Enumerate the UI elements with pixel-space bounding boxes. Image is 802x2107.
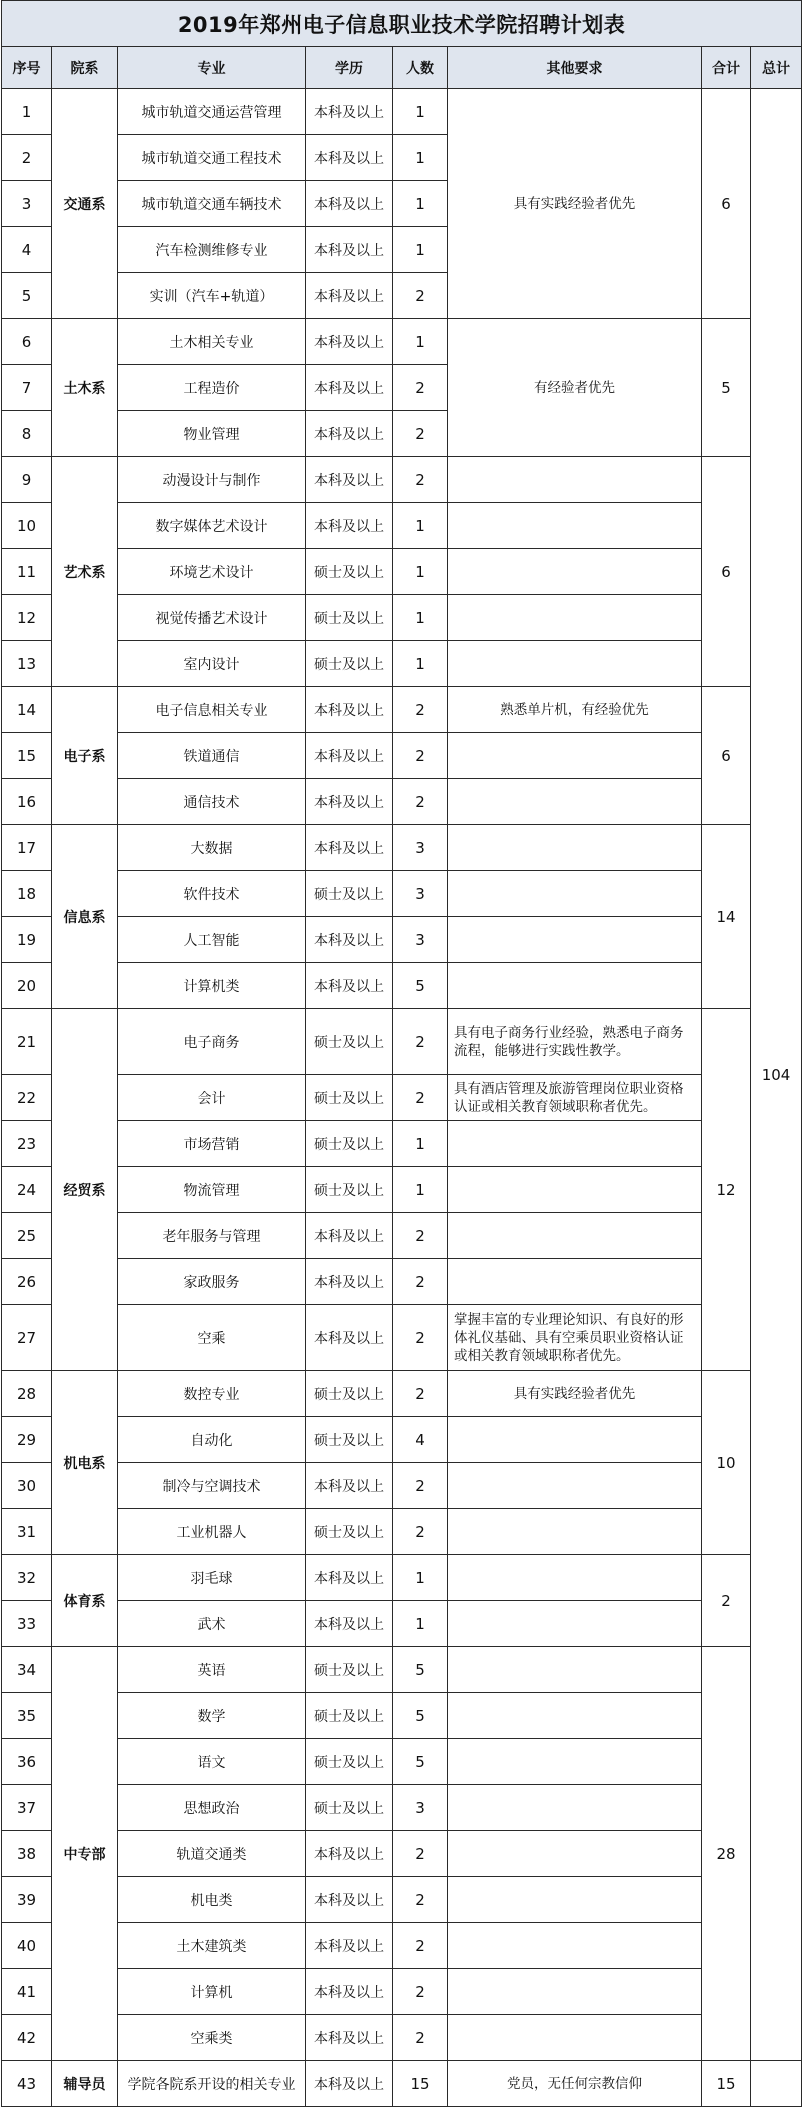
row-requirement	[448, 503, 702, 549]
row-major: 英语	[118, 1647, 306, 1693]
row-education: 本科及以上	[306, 135, 393, 181]
row-major: 城市轨道交通运营管理	[118, 89, 306, 135]
row-seq: 31	[2, 1509, 52, 1555]
row-major: 自动化	[118, 1417, 306, 1463]
row-count: 15	[393, 2061, 448, 2107]
row-requirement: 具有实践经验者优先	[448, 1371, 702, 1417]
row-major: 实训（汽车+轨道）	[118, 273, 306, 319]
row-count: 2	[393, 365, 448, 411]
row-major: 城市轨道交通车辆技术	[118, 181, 306, 227]
row-count: 5	[393, 1693, 448, 1739]
row-seq: 2	[2, 135, 52, 181]
table-row	[2, 779, 802, 825]
row-department: 体育系	[52, 1555, 118, 1647]
row-seq: 42	[2, 2015, 52, 2061]
row-education: 硕士及以上	[306, 549, 393, 595]
row-requirement: 党员，无任何宗教信仰	[448, 2061, 702, 2107]
row-requirement: 具有实践经验者优先	[448, 89, 702, 319]
row-count: 2	[393, 779, 448, 825]
row-seq: 17	[2, 825, 52, 871]
row-count: 1	[393, 1601, 448, 1647]
row-major: 视觉传播艺术设计	[118, 595, 306, 641]
table-row	[2, 963, 802, 1009]
row-major: 软件技术	[118, 871, 306, 917]
row-seq: 7	[2, 365, 52, 411]
row-major: 老年服务与管理	[118, 1213, 306, 1259]
row-requirement	[448, 1601, 702, 1647]
row-education: 硕士及以上	[306, 1739, 393, 1785]
row-department: 中专部	[52, 1647, 118, 2061]
row-count: 1	[393, 181, 448, 227]
row-requirement: 具有酒店管理及旅游管理岗位职业资格认证或相关教育领域职称者优先。	[448, 1075, 702, 1121]
row-major: 计算机类	[118, 963, 306, 1009]
table-row	[2, 871, 802, 917]
row-subtotal: 6	[702, 457, 751, 687]
row-education: 本科及以上	[306, 917, 393, 963]
row-major: 数字媒体艺术设计	[118, 503, 306, 549]
row-seq: 21	[2, 1009, 52, 1075]
row-major: 数学	[118, 1693, 306, 1739]
header-seq: 序号	[2, 47, 52, 89]
row-requirement	[448, 2015, 702, 2061]
row-requirement	[448, 917, 702, 963]
table-row	[2, 319, 802, 365]
row-seq: 4	[2, 227, 52, 273]
row-seq: 19	[2, 917, 52, 963]
table-row-counselor	[2, 2061, 802, 2107]
row-major: 通信技术	[118, 779, 306, 825]
row-count: 1	[393, 227, 448, 273]
row-education: 硕士及以上	[306, 1009, 393, 1075]
row-major: 铁道通信	[118, 733, 306, 779]
table-row	[2, 89, 802, 135]
row-education: 本科及以上	[306, 1213, 393, 1259]
row-major: 空乘	[118, 1305, 306, 1371]
grand-total-empty	[751, 2061, 802, 2107]
grand-total: 104	[751, 89, 802, 2061]
row-count: 4	[393, 1417, 448, 1463]
row-count: 1	[393, 503, 448, 549]
table-row	[2, 1555, 802, 1601]
row-requirement	[448, 1969, 702, 2015]
row-requirement	[448, 779, 702, 825]
row-count: 1	[393, 1121, 448, 1167]
row-seq: 5	[2, 273, 52, 319]
table-row	[2, 457, 802, 503]
row-major: 市场营销	[118, 1121, 306, 1167]
row-subtotal: 12	[702, 1009, 751, 1371]
row-seq: 35	[2, 1693, 52, 1739]
row-major: 轨道交通类	[118, 1831, 306, 1877]
row-education: 本科及以上	[306, 273, 393, 319]
page-title: 2019年郑州电子信息职业技术学院招聘计划表	[2, 1, 802, 47]
row-education: 本科及以上	[306, 1831, 393, 1877]
row-count: 1	[393, 641, 448, 687]
row-requirement	[448, 1923, 702, 1969]
row-major: 计算机	[118, 1969, 306, 2015]
row-count: 2	[393, 1259, 448, 1305]
row-department: 交通系	[52, 89, 118, 319]
row-major: 空乘类	[118, 2015, 306, 2061]
table-row	[2, 595, 802, 641]
row-count: 2	[393, 2015, 448, 2061]
row-major: 环境艺术设计	[118, 549, 306, 595]
row-department: 土木系	[52, 319, 118, 457]
row-major: 会计	[118, 1075, 306, 1121]
row-count: 2	[393, 1969, 448, 2015]
row-count: 2	[393, 1509, 448, 1555]
row-count: 1	[393, 319, 448, 365]
row-education: 本科及以上	[306, 1969, 393, 2015]
row-requirement: 熟悉单片机，有经验优先	[448, 687, 702, 733]
table-row	[2, 1075, 802, 1121]
row-count: 2	[393, 1075, 448, 1121]
row-requirement	[448, 1463, 702, 1509]
row-department: 电子系	[52, 687, 118, 825]
row-education: 本科及以上	[306, 1463, 393, 1509]
table-row	[2, 1417, 802, 1463]
row-education: 本科及以上	[306, 1923, 393, 1969]
row-count: 2	[393, 1009, 448, 1075]
row-count: 1	[393, 1555, 448, 1601]
row-major: 物流管理	[118, 1167, 306, 1213]
row-education: 本科及以上	[306, 319, 393, 365]
row-seq: 3	[2, 181, 52, 227]
row-education: 本科及以上	[306, 687, 393, 733]
row-education: 本科及以上	[306, 1555, 393, 1601]
row-department: 辅导员	[52, 2061, 118, 2107]
row-major: 武术	[118, 1601, 306, 1647]
row-seq: 28	[2, 1371, 52, 1417]
row-subtotal: 15	[702, 2061, 751, 2107]
row-seq: 1	[2, 89, 52, 135]
table-body	[2, 89, 802, 2107]
row-seq: 6	[2, 319, 52, 365]
row-seq: 20	[2, 963, 52, 1009]
table-row	[2, 1213, 802, 1259]
table-row	[2, 1259, 802, 1305]
row-count: 2	[393, 273, 448, 319]
row-education: 本科及以上	[306, 89, 393, 135]
table-row	[2, 1647, 802, 1693]
row-department: 艺术系	[52, 457, 118, 687]
row-education: 本科及以上	[306, 457, 393, 503]
row-seq: 16	[2, 779, 52, 825]
row-department: 经贸系	[52, 1009, 118, 1371]
row-subtotal: 6	[702, 687, 751, 825]
table-row	[2, 2015, 802, 2061]
row-education: 本科及以上	[306, 181, 393, 227]
row-education: 本科及以上	[306, 733, 393, 779]
table-row	[2, 1463, 802, 1509]
row-major: 土木建筑类	[118, 1923, 306, 1969]
table-row	[2, 733, 802, 779]
row-education: 本科及以上	[306, 227, 393, 273]
row-requirement	[448, 1831, 702, 1877]
row-education: 硕士及以上	[306, 1647, 393, 1693]
row-major: 数控专业	[118, 1371, 306, 1417]
row-seq: 41	[2, 1969, 52, 2015]
row-count: 2	[393, 1831, 448, 1877]
row-count: 3	[393, 825, 448, 871]
row-requirement: 有经验者优先	[448, 319, 702, 457]
table-row	[2, 1877, 802, 1923]
row-education: 本科及以上	[306, 2015, 393, 2061]
table-row	[2, 1739, 802, 1785]
row-requirement	[448, 963, 702, 1009]
row-seq: 32	[2, 1555, 52, 1601]
row-major: 语文	[118, 1739, 306, 1785]
row-seq: 18	[2, 871, 52, 917]
row-seq: 36	[2, 1739, 52, 1785]
row-seq: 30	[2, 1463, 52, 1509]
table-row	[2, 549, 802, 595]
row-education: 硕士及以上	[306, 1417, 393, 1463]
row-education: 本科及以上	[306, 779, 393, 825]
header-dept: 院系	[52, 47, 118, 89]
row-count: 3	[393, 917, 448, 963]
header-education: 学历	[306, 47, 393, 89]
row-count: 2	[393, 1305, 448, 1371]
row-requirement: 具有电子商务行业经验，熟悉电子商务流程，能够进行实践性教学。	[448, 1009, 702, 1075]
row-major: 工程造价	[118, 365, 306, 411]
row-seq: 13	[2, 641, 52, 687]
row-education: 硕士及以上	[306, 1371, 393, 1417]
row-seq: 37	[2, 1785, 52, 1831]
row-education: 硕士及以上	[306, 871, 393, 917]
row-requirement	[448, 457, 702, 503]
table-row	[2, 687, 802, 733]
table-row	[2, 1371, 802, 1417]
table-row	[2, 1009, 802, 1075]
row-count: 2	[393, 1213, 448, 1259]
header-grand-total: 总计	[751, 47, 802, 89]
row-count: 5	[393, 1647, 448, 1693]
row-count: 1	[393, 1167, 448, 1213]
table-row	[2, 1121, 802, 1167]
header-row	[2, 47, 802, 89]
table-row	[2, 641, 802, 687]
row-requirement	[448, 595, 702, 641]
table-row	[2, 917, 802, 963]
row-requirement	[448, 1693, 702, 1739]
row-count: 2	[393, 733, 448, 779]
row-requirement	[448, 1259, 702, 1305]
row-education: 本科及以上	[306, 2061, 393, 2107]
header-other-requirements: 其他要求	[448, 47, 702, 89]
header-subtotal: 合计	[702, 47, 751, 89]
row-education: 本科及以上	[306, 411, 393, 457]
row-education: 硕士及以上	[306, 1509, 393, 1555]
row-requirement	[448, 1121, 702, 1167]
row-seq: 22	[2, 1075, 52, 1121]
row-requirement	[448, 825, 702, 871]
row-count: 2	[393, 1371, 448, 1417]
row-seq: 15	[2, 733, 52, 779]
row-requirement: 掌握丰富的专业理论知识、有良好的形体礼仪基础、具有空乘员职业资格认证或相关教育领域职称者优先。	[448, 1305, 702, 1371]
row-subtotal: 5	[702, 319, 751, 457]
table-row	[2, 1305, 802, 1371]
row-requirement	[448, 733, 702, 779]
row-seq: 10	[2, 503, 52, 549]
row-major: 动漫设计与制作	[118, 457, 306, 503]
row-seq: 39	[2, 1877, 52, 1923]
table-row	[2, 1601, 802, 1647]
row-count: 5	[393, 963, 448, 1009]
row-requirement	[448, 641, 702, 687]
table-row	[2, 1923, 802, 1969]
row-requirement	[448, 1647, 702, 1693]
row-major: 学院各院系开设的相关专业	[118, 2061, 306, 2107]
table-row	[2, 1693, 802, 1739]
table-row	[2, 1509, 802, 1555]
row-count: 3	[393, 871, 448, 917]
row-count: 3	[393, 1785, 448, 1831]
row-requirement	[448, 1877, 702, 1923]
row-education: 本科及以上	[306, 503, 393, 549]
row-major: 机电类	[118, 1877, 306, 1923]
header-major: 专业	[118, 47, 306, 89]
row-seq: 33	[2, 1601, 52, 1647]
row-seq: 38	[2, 1831, 52, 1877]
row-major: 思想政治	[118, 1785, 306, 1831]
row-count: 2	[393, 687, 448, 733]
row-major: 人工智能	[118, 917, 306, 963]
row-education: 硕士及以上	[306, 595, 393, 641]
row-requirement	[448, 1509, 702, 1555]
row-major: 羽毛球	[118, 1555, 306, 1601]
row-major: 工业机器人	[118, 1509, 306, 1555]
table-row	[2, 1969, 802, 2015]
row-seq: 11	[2, 549, 52, 595]
row-education: 硕士及以上	[306, 1167, 393, 1213]
row-department: 信息系	[52, 825, 118, 1009]
row-requirement	[448, 549, 702, 595]
row-department: 机电系	[52, 1371, 118, 1555]
table-row	[2, 503, 802, 549]
row-education: 本科及以上	[306, 963, 393, 1009]
row-seq: 40	[2, 1923, 52, 1969]
row-major: 制冷与空调技术	[118, 1463, 306, 1509]
row-education: 本科及以上	[306, 365, 393, 411]
row-count: 2	[393, 1877, 448, 1923]
row-education: 本科及以上	[306, 1877, 393, 1923]
row-major: 大数据	[118, 825, 306, 871]
table-row	[2, 825, 802, 871]
row-count: 2	[393, 411, 448, 457]
row-education: 本科及以上	[306, 1305, 393, 1371]
header-count: 人数	[393, 47, 448, 89]
row-count: 2	[393, 1463, 448, 1509]
row-requirement	[448, 1167, 702, 1213]
row-seq: 23	[2, 1121, 52, 1167]
row-seq: 12	[2, 595, 52, 641]
row-requirement	[448, 871, 702, 917]
row-seq: 14	[2, 687, 52, 733]
row-seq: 25	[2, 1213, 52, 1259]
row-seq: 9	[2, 457, 52, 503]
row-seq: 8	[2, 411, 52, 457]
row-requirement	[448, 1555, 702, 1601]
row-count: 1	[393, 135, 448, 181]
row-education: 硕士及以上	[306, 1785, 393, 1831]
row-count: 2	[393, 457, 448, 503]
row-major: 物业管理	[118, 411, 306, 457]
row-subtotal: 28	[702, 1647, 751, 2061]
row-education: 硕士及以上	[306, 1075, 393, 1121]
row-seq: 43	[2, 2061, 52, 2107]
row-subtotal: 10	[702, 1371, 751, 1555]
row-education: 本科及以上	[306, 825, 393, 871]
row-major: 室内设计	[118, 641, 306, 687]
row-major: 城市轨道交通工程技术	[118, 135, 306, 181]
row-major: 家政服务	[118, 1259, 306, 1305]
row-major: 电子信息相关专业	[118, 687, 306, 733]
row-subtotal: 6	[702, 89, 751, 319]
table-row	[2, 1831, 802, 1877]
row-requirement	[448, 1213, 702, 1259]
row-count: 5	[393, 1739, 448, 1785]
row-major: 土木相关专业	[118, 319, 306, 365]
row-seq: 24	[2, 1167, 52, 1213]
row-requirement	[448, 1785, 702, 1831]
row-subtotal: 14	[702, 825, 751, 1009]
row-count: 2	[393, 1923, 448, 1969]
row-subtotal: 2	[702, 1555, 751, 1647]
row-major: 汽车检测维修专业	[118, 227, 306, 273]
row-count: 1	[393, 595, 448, 641]
table-row	[2, 1167, 802, 1213]
row-seq: 27	[2, 1305, 52, 1371]
table-row	[2, 1785, 802, 1831]
row-count: 1	[393, 89, 448, 135]
row-seq: 34	[2, 1647, 52, 1693]
recruitment-plan-table	[1, 0, 802, 2107]
row-education: 硕士及以上	[306, 1121, 393, 1167]
row-education: 本科及以上	[306, 1601, 393, 1647]
row-major: 电子商务	[118, 1009, 306, 1075]
row-count: 1	[393, 549, 448, 595]
row-education: 硕士及以上	[306, 641, 393, 687]
row-seq: 26	[2, 1259, 52, 1305]
row-seq: 29	[2, 1417, 52, 1463]
row-education: 硕士及以上	[306, 1693, 393, 1739]
row-requirement	[448, 1417, 702, 1463]
row-requirement	[448, 1739, 702, 1785]
row-education: 本科及以上	[306, 1259, 393, 1305]
